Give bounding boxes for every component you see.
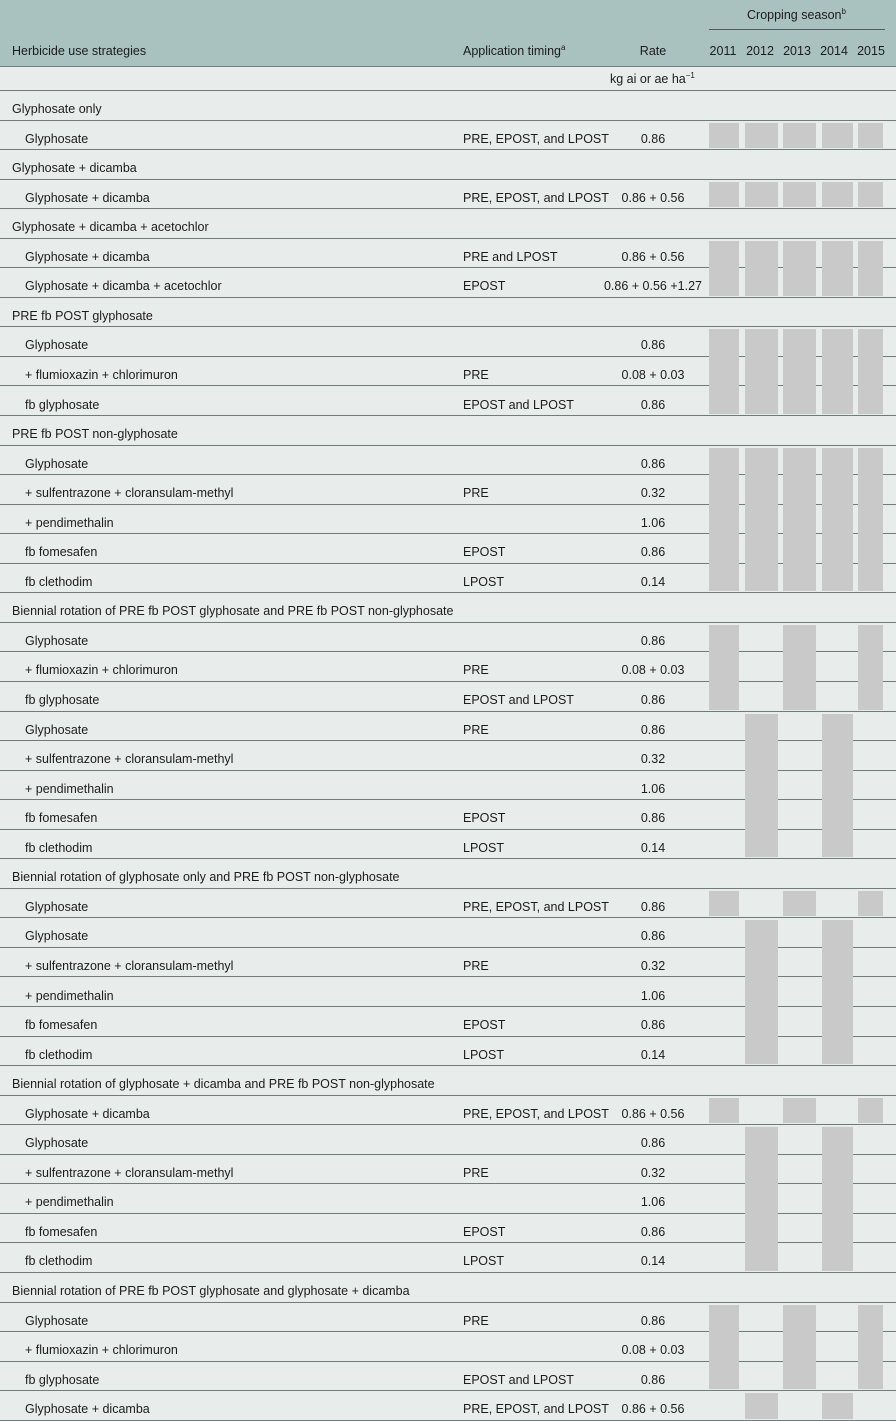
season-block-2014 (822, 329, 853, 414)
table-row (0, 889, 896, 919)
application-timing: EPOST and LPOST (463, 397, 574, 412)
herbicide-name: + pendimethalin (25, 781, 114, 796)
season-block-2011 (709, 1098, 739, 1124)
rate-value: 0.86 + 0.56 (621, 249, 685, 264)
strategy-group-label: Biennial rotation of glyphosate + dicamba and PRE fb POST non-glyphosate (12, 1077, 435, 1092)
herbicide-name: + sulfentrazone + cloransulam-methyl (25, 1165, 234, 1180)
application-timing: PRE, EPOST, and LPOST (463, 131, 609, 146)
herbicide-name: Glyphosate (25, 338, 89, 353)
application-timing: EPOST (463, 545, 506, 560)
season-block-2011 (709, 891, 739, 917)
rate-value: 0.32 (640, 1165, 666, 1180)
strategy-group-label: Glyphosate + dicamba (12, 161, 137, 176)
year-header-2013: 2013 (783, 44, 811, 58)
season-block-2015 (858, 329, 883, 414)
rate-value: 0.08 + 0.03 (621, 663, 685, 678)
strategy-group-label: Biennial rotation of PRE fb POST glyphosate and glyphosate + dicamba (12, 1284, 410, 1298)
season-block-2013 (783, 448, 816, 592)
rate-value: 0.86 + 0.56 (621, 190, 685, 205)
herbicide-name: fb clethodim (25, 574, 93, 589)
season-block-2014 (822, 1127, 853, 1271)
application-timing: PRE, EPOST, and LPOST (463, 1106, 609, 1121)
season-block-2013 (783, 1098, 816, 1124)
application-timing: PRE, EPOST, and LPOST (463, 190, 609, 205)
application-timing: PRE (463, 367, 489, 382)
application-timing: PRE (463, 958, 489, 973)
herbicide-name: fb glyphosate (25, 397, 100, 412)
rate-value: 0.86 (640, 633, 666, 648)
season-header-rule (709, 29, 885, 30)
application-timing: LPOST (463, 840, 504, 855)
rate-units: kg ai or ae $ha^{-1}$ (610, 71, 695, 86)
herbicide-name: Glyphosate (25, 929, 89, 944)
application-timing: LPOST (463, 1254, 504, 1269)
herbicide-name: + flumioxazin + chlorimuron (25, 1343, 178, 1358)
strategy-group-label: Glyphosate + dicamba + acetochlor (12, 220, 209, 235)
rate-value: 0.32 (640, 752, 666, 767)
herbicide-name: fb glyphosate (25, 693, 100, 707)
herbicide-name: Glyphosate + dicamba (25, 1402, 150, 1417)
herbicide-name: Glyphosate (25, 456, 89, 471)
herbicide-name: fb glyphosate (25, 1372, 100, 1387)
year-header-2015: 2015 (857, 44, 885, 58)
rate-value: 0.86 (640, 929, 666, 944)
season-block-2015 (858, 448, 883, 592)
strategy-group-label: Biennial rotation of PRE fb POST glyphosate and PRE fb POST non-glyphosate (12, 604, 454, 619)
rate-value: 0.86 (640, 722, 666, 737)
herbicide-name: fb fomesafen (25, 1018, 98, 1033)
herbicide-name: + sulfentrazone + cloransulam-methyl (25, 486, 234, 501)
season-block-2011 (709, 123, 739, 149)
year-header-2011: 2011 (709, 44, 737, 58)
rate-column-header: Rate (639, 44, 667, 58)
application-timing: PRE (463, 1313, 489, 1328)
application-timing: EPOST (463, 1018, 506, 1033)
rate-value: 0.86 (640, 811, 666, 826)
group-row (0, 1066, 896, 1096)
rate-value: 1.06 (640, 1195, 666, 1210)
season-block-2015 (858, 123, 883, 149)
herbicide-name: Glyphosate (25, 899, 89, 914)
season-block-2013 (783, 182, 816, 208)
rate-value: 0.86 (640, 131, 666, 146)
season-block-2012 (745, 182, 778, 208)
application-timing: PRE, EPOST, and LPOST (463, 899, 609, 914)
table-row (0, 682, 896, 712)
table-header (0, 0, 896, 67)
rate-value: 0.86 (640, 1372, 666, 1387)
group-row (0, 298, 896, 328)
group-row (0, 859, 896, 889)
season-block-2013 (783, 891, 816, 917)
rate-value: 0.86 + 0.56 (621, 1402, 685, 1417)
season-block-2015 (858, 182, 883, 208)
season-block-2015 (858, 891, 883, 917)
season-block-2014 (822, 123, 853, 149)
strategy-group-label: PRE fb POST non-glyphosate (12, 427, 178, 442)
season-block-2012 (745, 1127, 778, 1271)
application-timing: EPOST and LPOST (463, 1372, 574, 1387)
rate-value: 0.86 (640, 1313, 666, 1328)
year-header-2012: 2012 (746, 44, 774, 58)
rate-value: 0.86 (640, 1224, 666, 1239)
units-row (0, 66, 896, 91)
season-block-2014 (822, 448, 853, 592)
season-block-2012 (745, 1393, 778, 1419)
season-block-2015 (858, 1305, 883, 1390)
herbicide-name: Glyphosate (25, 131, 89, 146)
strategy-group-label: PRE fb POST glyphosate (12, 308, 153, 323)
rate-value: 0.86 (640, 397, 666, 412)
table-row (0, 652, 896, 682)
group-row (0, 209, 896, 239)
season-block-2012 (745, 123, 778, 149)
season-block-2012 (745, 448, 778, 592)
group-row (0, 150, 896, 180)
table-row (0, 1362, 896, 1392)
rate-value: 0.14 (640, 574, 666, 589)
rate-value: 0.14 (640, 840, 666, 855)
rate-value: 0.86 + 0.56 +1.27 (603, 279, 702, 294)
herbicide-name: fb clethodim (25, 1254, 93, 1269)
application-timing: EPOST and LPOST (463, 693, 574, 707)
rate-value: 0.86 (640, 545, 666, 560)
herbicide-name: + sulfentrazone + cloransulam-methyl (25, 958, 234, 973)
timing-column-header: Application timing$^a$ (463, 43, 566, 58)
application-timing: EPOST (463, 1224, 506, 1239)
application-timing: LPOST (463, 1047, 504, 1062)
season-block-2014 (822, 920, 853, 1064)
rate-value: 1.06 (640, 781, 666, 796)
group-row (0, 1273, 896, 1303)
herbicide-name: Glyphosate + dicamba (25, 190, 150, 205)
application-timing: LPOST (463, 574, 504, 589)
season-block-2015 (858, 241, 883, 296)
herbicide-name: Glyphosate (25, 1313, 89, 1328)
table-row (0, 1303, 896, 1333)
application-timing: EPOST (463, 279, 506, 294)
year-header-2014: 2014 (820, 44, 848, 58)
season-block-2012 (745, 329, 778, 414)
strategy-group-label: Glyphosate only (12, 102, 102, 116)
herbicide-name: Glyphosate + dicamba (25, 1106, 150, 1121)
season-block-2012 (745, 920, 778, 1064)
herbicide-name: Glyphosate (25, 722, 89, 737)
herbicide-name: + pendimethalin (25, 1195, 114, 1210)
application-timing: PRE (463, 663, 489, 678)
herbicide-name: + flumioxazin + chlorimuron (25, 367, 178, 382)
strategy-column-header: Herbicide use strategies (12, 44, 147, 58)
table-row (0, 1332, 896, 1362)
rate-value: 0.32 (640, 486, 666, 501)
group-row (0, 416, 896, 446)
season-block-2014 (822, 1393, 853, 1419)
herbicide-name: + pendimethalin (25, 988, 114, 1003)
season-block-2014 (822, 182, 853, 208)
herbicide-name: Glyphosate + dicamba + acetochlor (25, 279, 222, 294)
season-block-2011 (709, 448, 739, 592)
season-block-2014 (822, 714, 853, 858)
season-block-2013 (783, 1305, 816, 1390)
rate-value: 0.32 (640, 958, 666, 973)
season-block-2012 (745, 714, 778, 858)
season-block-2013 (783, 329, 816, 414)
rate-value: 0.86 (640, 899, 666, 914)
herbicide-name: + sulfentrazone + cloransulam-methyl (25, 752, 234, 767)
season-block-2011 (709, 182, 739, 208)
rate-value: 0.86 (640, 693, 666, 707)
season-block-2013 (783, 241, 816, 296)
application-timing: PRE and LPOST (463, 249, 558, 264)
herbicide-name: Glyphosate (25, 1136, 89, 1151)
rate-value: 0.86 (640, 338, 666, 353)
herbicide-name: fb fomesafen (25, 1224, 98, 1239)
season-block-2015 (858, 1098, 883, 1124)
application-timing: PRE (463, 722, 489, 737)
application-timing: PRE (463, 486, 489, 501)
rate-value: 1.06 (640, 515, 666, 530)
herbicide-name: fb fomesafen (25, 545, 98, 560)
rate-value: 0.86 + 0.56 (621, 1106, 685, 1121)
rate-value: 0.14 (640, 1047, 666, 1062)
season-block-2014 (822, 241, 853, 296)
season-block-2011 (709, 1305, 739, 1390)
application-timing: PRE, EPOST, and LPOST (463, 1402, 609, 1417)
application-timing: PRE (463, 1165, 489, 1180)
strategy-group-label: Biennial rotation of glyphosate only and PRE fb POST non-glyphosate (12, 870, 400, 885)
rate-value: 0.08 + 0.03 (621, 367, 685, 382)
season-block-2012 (745, 241, 778, 296)
group-row (0, 91, 896, 121)
table-row (0, 1096, 896, 1126)
rate-value: 0.86 (640, 456, 666, 471)
table-row (0, 623, 896, 653)
season-block-2013 (783, 625, 816, 710)
herbicide-name: Glyphosate (25, 633, 89, 648)
rate-value: 0.14 (640, 1254, 666, 1269)
rate-value: 0.86 (640, 1018, 666, 1033)
season-block-2011 (709, 329, 739, 414)
application-timing: EPOST (463, 811, 506, 826)
herbicide-name: + flumioxazin + chlorimuron (25, 663, 178, 678)
herbicide-name: fb clethodim (25, 840, 93, 855)
season-block-2011 (709, 241, 739, 296)
cropping-season-header: Cropping season$^b$ (747, 7, 846, 22)
herbicide-name: Glyphosate + dicamba (25, 249, 150, 264)
season-block-2011 (709, 625, 739, 710)
rate-value: 0.08 + 0.03 (621, 1343, 685, 1358)
rate-value: 1.06 (640, 988, 666, 1003)
season-block-2015 (858, 625, 883, 710)
rate-value: 0.86 (640, 1136, 666, 1151)
herbicide-name: fb fomesafen (25, 811, 98, 826)
group-row (0, 593, 896, 623)
season-block-2013 (783, 123, 816, 149)
herbicide-name: fb clethodim (25, 1047, 93, 1062)
herbicide-name: + pendimethalin (25, 515, 114, 530)
